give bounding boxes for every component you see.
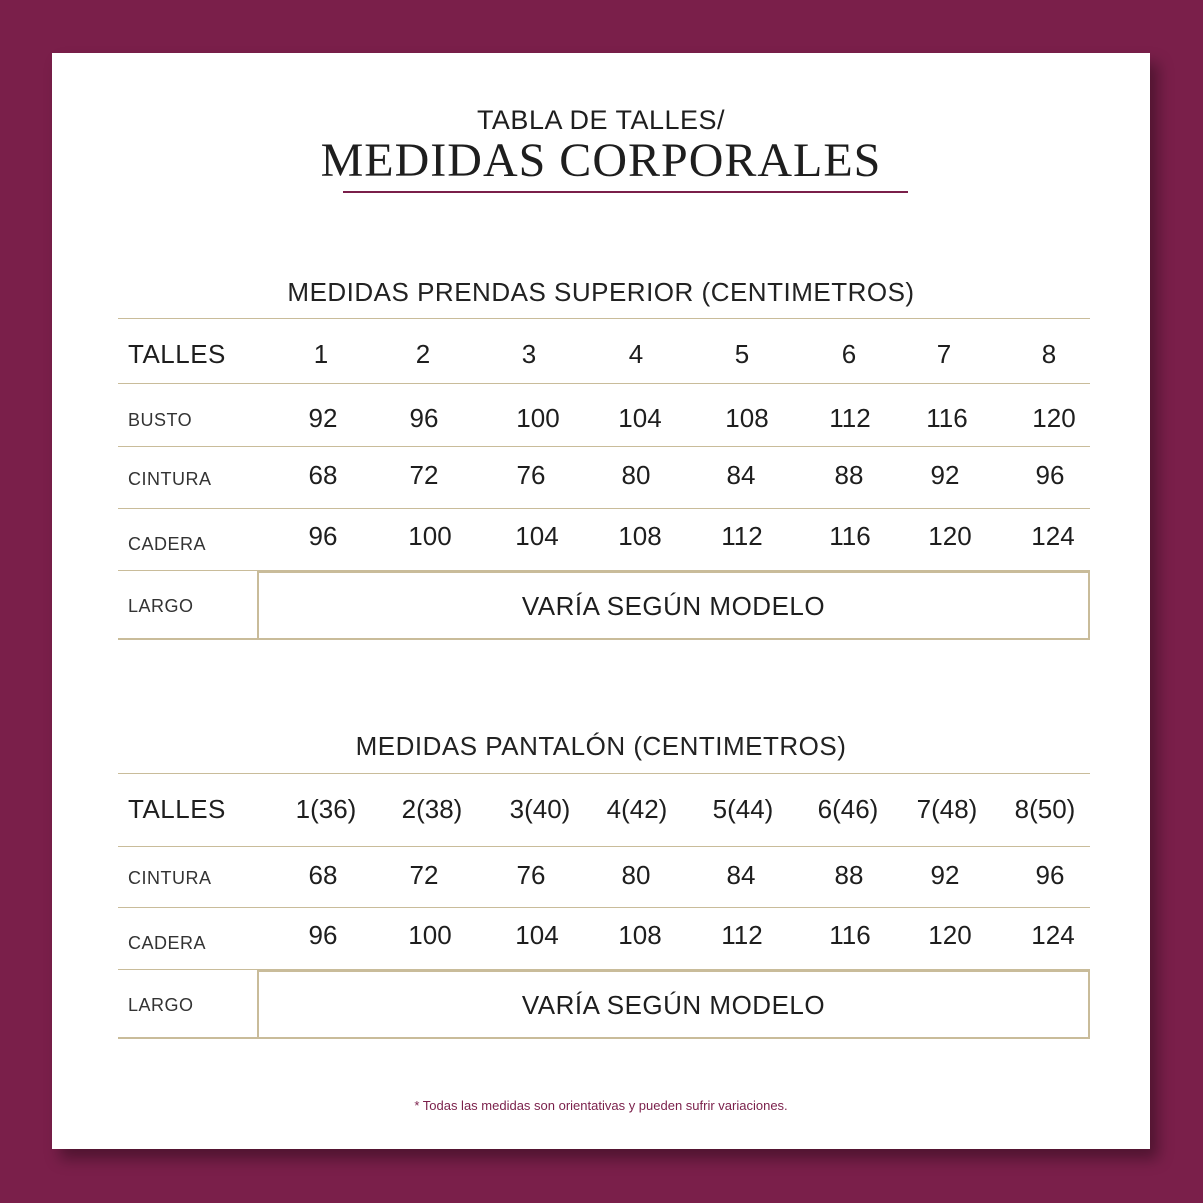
table-row-busto	[118, 383, 1090, 447]
value-cell: 124	[1031, 521, 1075, 551]
size-chart-card	[52, 53, 1150, 1149]
footnote: * Todas las medidas son orientativas y pueden sufrir variaciones.	[414, 1098, 788, 1113]
row-label: BUSTO	[128, 410, 193, 430]
value-cell: 96	[409, 403, 439, 433]
table-row-cintura	[118, 846, 1090, 908]
value-cell: 96	[308, 920, 338, 950]
value-cell: 120	[928, 920, 972, 950]
value-cell: 120	[928, 521, 972, 551]
row-label: LARGO	[128, 995, 194, 1015]
size-cell: 7	[936, 339, 952, 369]
value-cell: 116	[926, 403, 968, 433]
value-cell: 104	[515, 521, 559, 551]
size-cell: 3(40)	[509, 794, 571, 824]
row-label: CINTURA	[128, 469, 212, 489]
value-cell: 120	[1032, 403, 1076, 433]
value-cell: 96	[1035, 860, 1065, 890]
value-cell: 92	[930, 860, 960, 890]
value-cell: 96	[308, 521, 338, 551]
value-cell: 112	[829, 403, 871, 433]
size-cell: 2	[415, 339, 431, 369]
value-cell: 112	[721, 521, 763, 551]
value-cell: 108	[618, 920, 662, 950]
row-label: CINTURA	[128, 868, 212, 888]
largo-text: VARÍA SEGÚN MODELO	[521, 990, 826, 1020]
value-cell: 88	[834, 460, 864, 490]
value-cell: 68	[308, 860, 338, 890]
row-label: LARGO	[128, 596, 194, 616]
table-row-largo	[118, 970, 1090, 1039]
size-cell: 6(46)	[817, 794, 879, 824]
top-table-title: MEDIDAS PRENDAS SUPERIOR (CENTIMETROS)	[287, 277, 915, 307]
value-cell: 100	[516, 403, 560, 433]
value-cell: 92	[930, 460, 960, 490]
size-cell: 5	[734, 339, 750, 369]
value-cell: 96	[1035, 460, 1065, 490]
largo-box	[257, 571, 1090, 638]
talles-label: TALLES	[128, 339, 226, 369]
value-cell: 100	[408, 920, 452, 950]
value-cell: 68	[308, 460, 338, 490]
size-cell: 2(38)	[401, 794, 463, 824]
page-title: MEDIDAS CORPORALES	[320, 134, 882, 187]
value-cell: 84	[726, 860, 756, 890]
table-row-cadera	[118, 509, 1090, 571]
talles-label: TALLES	[128, 794, 226, 824]
bottom-table-title: MEDIDAS PANTALÓN (CENTIMETROS)	[355, 731, 847, 761]
size-cell: 7(48)	[916, 794, 978, 824]
table-row-cintura	[118, 447, 1090, 509]
value-cell: 92	[308, 403, 338, 433]
value-cell: 80	[621, 860, 651, 890]
title-underline	[343, 191, 908, 193]
size-cell: 1	[313, 339, 329, 369]
value-cell: 112	[721, 920, 763, 950]
value-cell: 104	[515, 920, 559, 950]
top-header-row	[118, 318, 1090, 384]
value-cell: 72	[409, 460, 439, 490]
value-cell: 76	[516, 460, 546, 490]
value-cell: 108	[618, 521, 662, 551]
bottom-header-row	[118, 773, 1090, 847]
value-cell: 72	[409, 860, 439, 890]
size-cell: 4	[628, 339, 644, 369]
size-cell: 5(44)	[712, 794, 774, 824]
value-cell: 104	[618, 403, 662, 433]
value-cell: 100	[408, 521, 452, 551]
table-row-largo	[118, 571, 1090, 640]
size-cell: 8	[1041, 339, 1057, 369]
size-cell: 8(50)	[1014, 794, 1076, 824]
value-cell: 124	[1031, 920, 1075, 950]
size-cell: 3	[521, 339, 537, 369]
largo-box	[257, 970, 1090, 1037]
value-cell: 116	[829, 521, 871, 551]
value-cell: 108	[725, 403, 769, 433]
size-cell: 4(42)	[606, 794, 668, 824]
size-cell: 6	[841, 339, 857, 369]
value-cell: 88	[834, 860, 864, 890]
value-cell: 76	[516, 860, 546, 890]
row-label: CADERA	[128, 534, 207, 554]
value-cell: 80	[621, 460, 651, 490]
pre-title: TABLA DE TALLES/	[476, 105, 726, 135]
size-cell: 1(36)	[295, 794, 357, 824]
largo-text: VARÍA SEGÚN MODELO	[521, 591, 826, 621]
value-cell: 116	[829, 920, 871, 950]
table-row-cadera	[118, 908, 1090, 970]
row-label: CADERA	[128, 933, 207, 953]
value-cell: 84	[726, 460, 756, 490]
